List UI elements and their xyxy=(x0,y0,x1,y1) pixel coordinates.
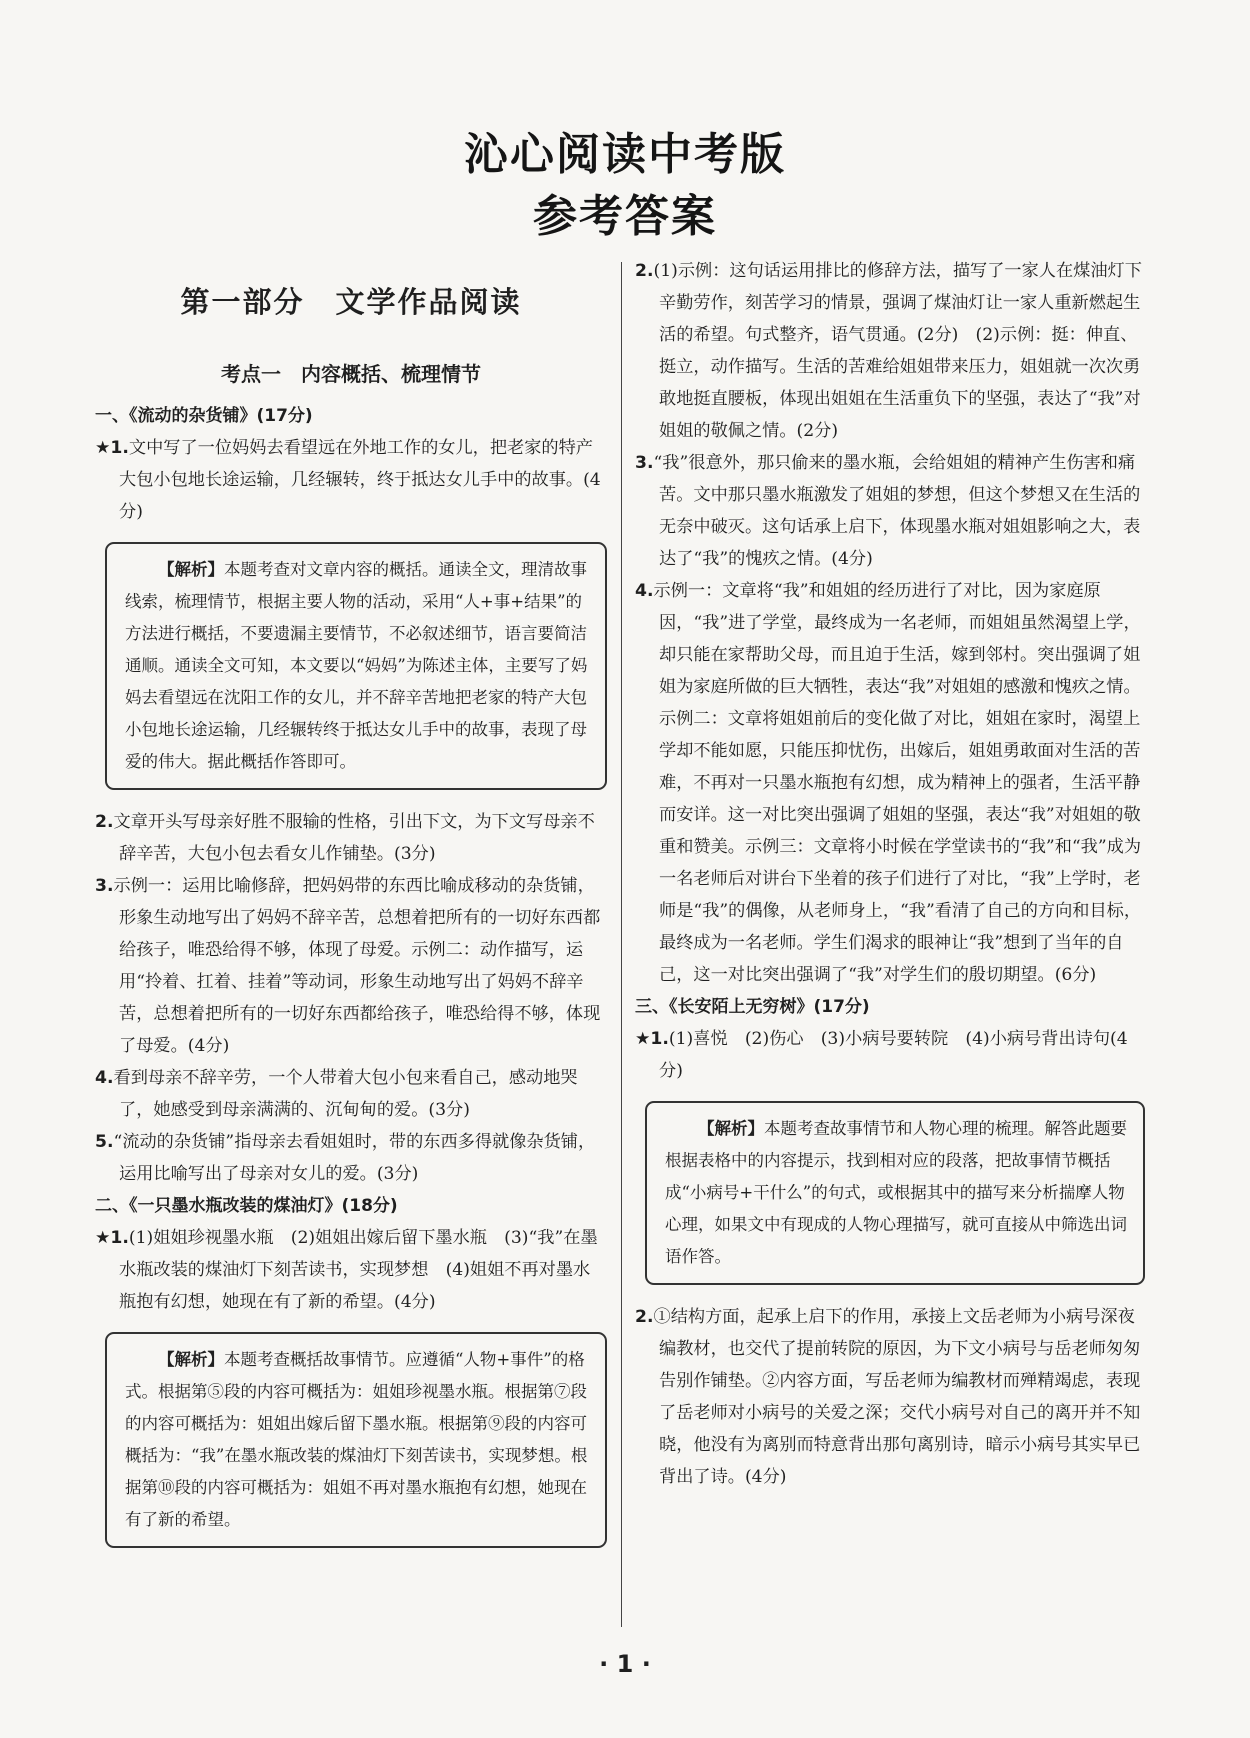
item-text: 文章开头写母亲好胜不服输的性格，引出下文，为下文写母亲不辞辛苦，大包小包去看女儿作铺垫。(3分) xyxy=(113,812,595,864)
item-number: ★1. xyxy=(635,1029,669,1049)
right-column xyxy=(635,255,1145,1493)
analysis-text: 本题考查概括故事情节。应遵循“人物+事件”的格式。根据第⑤段的内容可概括为：姐姐珍视墨水瓶。根据第⑦段的内容可概括为：姐姐出嫁后留下墨水瓶。根据第⑨段的内容可概括为：“我”在墨水瓶改装的煤油灯下刻苦读书，实现梦想。根据第⑩段的内容可概括为：姐姐不再对墨水瓶抱有幻想，她现在有了新的希望。 xyxy=(125,1350,588,1529)
item-number: 4. xyxy=(95,1068,114,1088)
item-number: ★1. xyxy=(95,1228,129,1248)
answer-item xyxy=(635,447,1145,575)
answer-item xyxy=(95,870,607,1062)
answer-item xyxy=(635,255,1145,447)
item-text: “流动的杂货铺”指母亲去看姐姐时，带的东西多得就像杂货铺，运用比喻写出了母亲对女儿的爱。(3分) xyxy=(113,1132,596,1184)
item-text: 示例一：运用比喻修辞，把妈妈带的东西比喻成移动的杂货铺，形象生动地写出了妈妈不辞辛苦，总想着把所有的一切好东西都给孩子，唯恐给得不够，体现了母爱。示例二：动作描写，运用“拎着、扛着、挂着”等动词，形象生动地写出了妈妈不辞辛苦，总想着把所有的一切好东西都给孩子，唯恐给得不够，体现了母爱。(4分) xyxy=(113,876,601,1056)
analysis-tag: 【解析】 xyxy=(158,1350,224,1369)
analysis-text: 本题考查故事情节和人物心理的梳理。解答此题要根据表格中的内容提示，找到相对应的段落，把故事情节概括成“小病号+干什么”的句式，或根据其中的描写来分析揣摩人物心理，如果文中有现成的人物心理描写，就可直接从中筛选出词语作答。 xyxy=(665,1119,1127,1266)
item-number: 3. xyxy=(635,453,654,473)
column-divider xyxy=(621,262,622,1627)
item-number: 2. xyxy=(95,812,114,832)
page-number: · 1 · xyxy=(599,1650,651,1678)
answer-item xyxy=(95,806,607,870)
page-subtitle: 参考答案 xyxy=(533,191,717,242)
analysis-tag: 【解析】 xyxy=(698,1119,764,1138)
subsection-heading: 二、《一只墨水瓶改装的煤油灯》(18分) xyxy=(95,1196,398,1216)
section-title: 考点一 内容概括、梳理情节 xyxy=(221,362,481,386)
answer-item xyxy=(95,1062,607,1126)
answer-item xyxy=(635,1023,1145,1087)
answer-item xyxy=(95,1126,607,1190)
analysis-text: 本题考查对文章内容的概括。通读全文，理清故事线索，梳理情节，根据主要人物的活动，采用“人+事+结果”的方法进行概括，不要遗漏主要情节，不必叙述细节，语言要简洁通顺。通读全文可知，本文要以“妈妈”为陈述主体，主要写了妈妈去看望远在沈阳工作的女儿，并不辞辛苦地把老家的特产大包小包地长途运输，几经辗转终于抵达女儿手中的故事，表现了母爱的伟大。据此概括作答即可。 xyxy=(125,560,588,771)
part-title: 第一部分 文学作品阅读 xyxy=(180,285,522,319)
analysis-tag: 【解析】 xyxy=(158,560,224,579)
answer-item xyxy=(95,432,607,528)
analysis-box xyxy=(645,1101,1145,1285)
item-text: (1)示例：这句话运用排比的修辞方法，描写了一家人在煤油灯下辛勤劳作，刻苦学习的情景，强调了煤油灯让一家人重新燃起生活的希望。句式整齐，语气贯通。(2分) (2)示例：挺：伸直、挺立，动作描写。生活的苦难给姐姐带来压力，姐姐就一次次勇敢地挺直腰板，体现出姐姐在生活重负下的坚强，表达了“我”对姐姐的敬佩之情。(2分) xyxy=(653,261,1142,441)
subsection-heading: 一、《流动的杂货铺》(17分) xyxy=(95,406,313,426)
item-text: “我”很意外，那只偷来的墨水瓶，会给姐姐的精神产生伤害和痛苦。文中那只墨水瓶激发了姐姐的梦想，但这个梦想又在生活的无奈中破灭。这句话承上启下，体现墨水瓶对姐姐影响之大，表达了“我”的愧疚之情。(4分) xyxy=(653,453,1141,569)
analysis-box xyxy=(105,1332,607,1548)
answer-item xyxy=(95,1222,607,1318)
answer-item xyxy=(635,575,1145,991)
item-text: 示例一：文章将“我”和姐姐的经历进行了对比，因为家庭原因，“我”进了学堂，最终成为一名老师，而姐姐虽然渴望上学，却只能在家帮助父母，而且迫于生活，嫁到邻村。突出强调了姐姐为家庭所做的巨大牺牲，表达“我”对姐姐的感激和愧疚之情。示例二：文章将姐姐前后的变化做了对比，姐姐在家时，渴望上学却不能如愿，只能压抑忧伤，出嫁后，姐姐勇敢面对生活的苦难，不再对一只墨水瓶抱有幻想，成为精神上的强者，生活平静而安详。这一对比突出强调了姐姐的坚强，表达“我”对姐姐的敬重和赞美。示例三：文章将小时候在学堂读书的“我”和“我”成为一名老师后对讲台下坐着的孩子们进行了对比，“我”上学时，老师是“我”的偶像，从老师身上，“我”看清了自己的方向和目标，最终成为一名老师。学生们渴求的眼神让“我”想到了当年的自己，这一对比突出强调了“我”对学生们的殷切期望。(6分) xyxy=(653,581,1142,985)
item-number: 5. xyxy=(95,1132,114,1152)
item-text: (1)姐姐珍视墨水瓶 (2)姐姐出嫁后留下墨水瓶 (3)“我”在墨水瓶改装的煤油灯下刻苦读书，实现梦想 (4)姐姐不再对墨水瓶抱有幻想，她现在有了新的希望。(4分) xyxy=(119,1228,598,1312)
item-number: 2. xyxy=(635,1307,654,1327)
subsection-heading: 三、《长安陌上无穷树》(17分) xyxy=(635,997,870,1017)
item-number: 3. xyxy=(95,876,114,896)
answer-item xyxy=(635,1301,1145,1493)
item-text: 看到母亲不辞辛劳，一个人带着大包小包来看自己，感动地哭了，她感受到母亲满满的、沉甸甸的爱。(3分) xyxy=(113,1068,578,1120)
item-text: ①结构方面，起承上启下的作用，承接上文岳老师为小病号深夜编教材，也交代了提前转院的原因，为下文小病号与岳老师匆匆告别作铺垫。②内容方面，写岳老师为编教材而殚精竭虑，表现了岳老师对小病号的关爱之深；交代小病号对自己的离开并不知晓，他没有为离别而特意背出那句离别诗，暗示小病号其实早已背出了诗。(4分) xyxy=(653,1307,1141,1487)
item-text: (1)喜悦 (2)伤心 (3)小病号要转院 (4)小病号背出诗句(4分) xyxy=(659,1029,1128,1081)
item-number: 2. xyxy=(635,261,654,281)
page-title: 沁心阅读中考版 xyxy=(464,129,786,180)
item-number: ★1. xyxy=(95,438,129,458)
analysis-box xyxy=(105,542,607,790)
left-column xyxy=(95,270,607,1564)
item-text: 文中写了一位妈妈去看望远在外地工作的女儿，把老家的特产大包小包地长途运输，几经辗转，终于抵达女儿手中的故事。(4分) xyxy=(119,438,601,522)
item-number: 4. xyxy=(635,581,654,601)
